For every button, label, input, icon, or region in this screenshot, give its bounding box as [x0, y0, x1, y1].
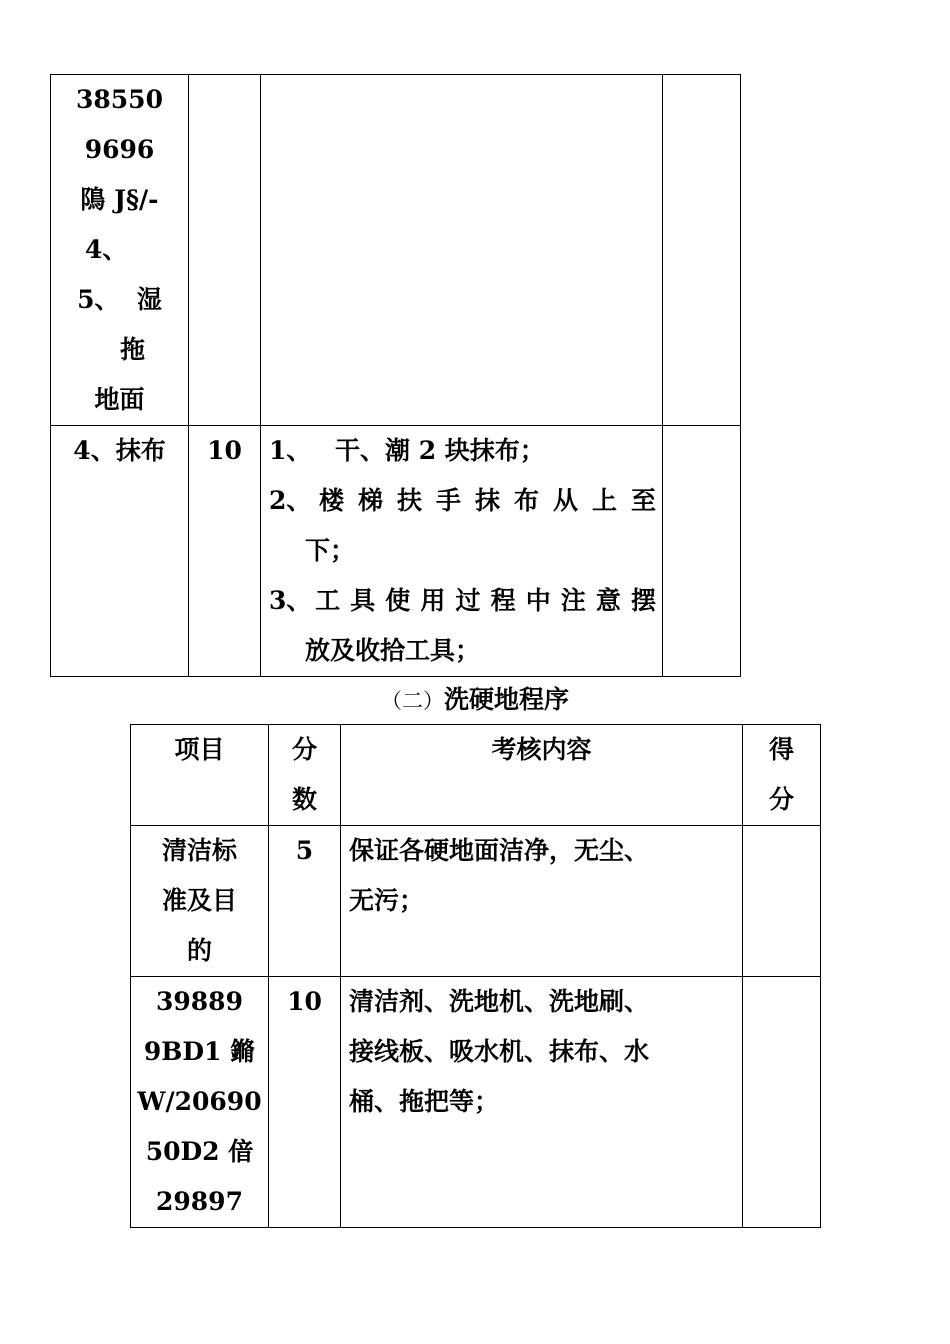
result-cell — [743, 826, 821, 977]
scoring-table-1 — [50, 74, 741, 677]
item-line: 38550 — [76, 85, 163, 114]
table-header-row — [131, 725, 821, 826]
header-score: 分 数 — [269, 725, 341, 826]
table-row — [131, 826, 821, 977]
score-cell: 10 — [269, 977, 341, 1228]
scoring-table-2 — [130, 724, 821, 1228]
item-cell: 4、抹布 — [51, 426, 189, 677]
table-row — [131, 977, 821, 1228]
result-cell — [663, 75, 741, 426]
list-item: 1、 干、潮 2 块抹布； — [269, 436, 545, 465]
item-line: 地面 — [94, 385, 145, 414]
list-item-continuation: 下； — [305, 536, 356, 565]
result-cell — [743, 977, 821, 1228]
header-item: 项目 — [131, 725, 269, 826]
result-cell — [663, 426, 741, 677]
list-item: 2、楼梯扶手抹布从上至 — [269, 486, 656, 515]
header-content: 考核内容 — [341, 725, 743, 826]
table-row — [51, 426, 741, 677]
content-cell: 保证各硬地面洁净，无尘、 无污； — [341, 826, 743, 977]
section-title: 洗硬地程序 — [443, 685, 569, 714]
list-item: 3、工具使用过程中注意摆 — [269, 586, 656, 615]
item-line: 4、 — [85, 235, 128, 264]
item-line: 9696 — [84, 135, 155, 164]
item-line: 5、 湿 — [77, 285, 162, 314]
content-cell: 清洁剂、洗地机、洗地刷、 接线板、吸水机、抹布、水 桶、拖把等； — [341, 977, 743, 1228]
item-line: 拖 — [119, 335, 145, 364]
header-result: 得 分 — [743, 725, 821, 826]
score-cell: 10 — [189, 426, 261, 677]
content-cell — [261, 75, 663, 426]
section-number: （二） — [380, 689, 444, 713]
table-row — [51, 75, 741, 426]
item-line: 隝 J§/- — [80, 185, 159, 214]
list-item-continuation: 放及收拾工具； — [305, 636, 481, 665]
item-cell: 清洁标 准及目 的 — [131, 826, 269, 977]
item-cell: 39889 9BD1 鏅 W/20690 50D2 偣 29897 — [131, 977, 269, 1228]
content-cell — [261, 426, 663, 677]
score-cell: 5 — [269, 826, 341, 977]
item-cell — [51, 75, 189, 426]
score-cell — [189, 75, 261, 426]
section-heading — [0, 678, 950, 723]
